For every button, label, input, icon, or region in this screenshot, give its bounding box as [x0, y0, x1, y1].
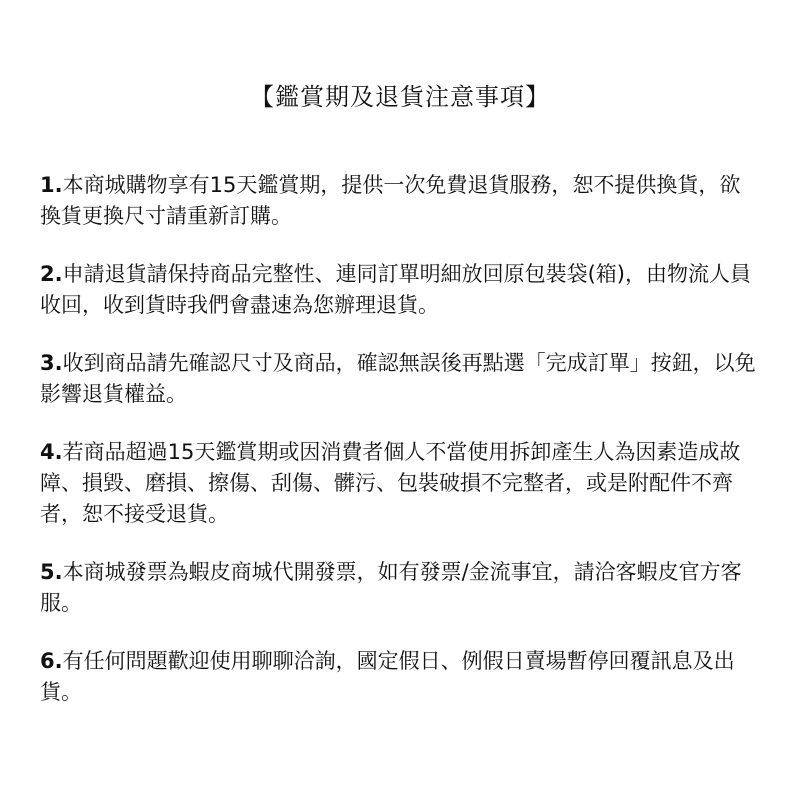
item-number: 6.	[40, 649, 63, 673]
item-number: 5.	[40, 560, 63, 584]
notice-item-2	[40, 259, 760, 321]
item-number: 2.	[40, 262, 63, 286]
item-number: 3.	[40, 351, 63, 375]
item-text: 申請退貨請保持商品完整性、連同訂單明細放回原包裝袋(箱)，由物流人員收回，收到貨時我們會盡速為您辦理退貨。	[40, 262, 751, 317]
notice-item-3	[40, 348, 760, 410]
notice-item-6	[40, 646, 760, 708]
notice-item-1	[40, 170, 760, 232]
item-text: 若商品超過15天鑑賞期或因消費者個人不當使用拆卸產生人為因素造成故障、損毀、磨損、擦傷、刮傷、髒污、包裝破損不完整者，或是附配件不齊者，恕不接受退貨。	[40, 440, 741, 526]
notice-list	[40, 170, 760, 708]
item-number: 1.	[40, 173, 63, 197]
notice-item-4	[40, 437, 760, 530]
notice-title: 【鑑賞期及退貨注意事項】	[250, 83, 550, 111]
notice-item-5	[40, 557, 760, 619]
item-text: 本商城購物享有15天鑑賞期，提供一次免費退貨服務，恕不提供換貨，欲換貨更換尺寸請重新訂購。	[40, 173, 741, 228]
item-text: 收到商品請先確認尺寸及商品，確認無誤後再點選「完成訂單」按鈕，以免影響退貨權益。	[40, 351, 756, 406]
item-number: 4.	[40, 440, 63, 464]
item-text: 本商城發票為蝦皮商城代開發票，如有發票/金流事宜，請洽客蝦皮官方客服。	[40, 560, 742, 615]
return-policy-notice	[40, 80, 760, 735]
item-text: 有任何問題歡迎使用聊聊洽詢，國定假日、例假日賣場暫停回覆訊息及出貨。	[40, 649, 735, 704]
